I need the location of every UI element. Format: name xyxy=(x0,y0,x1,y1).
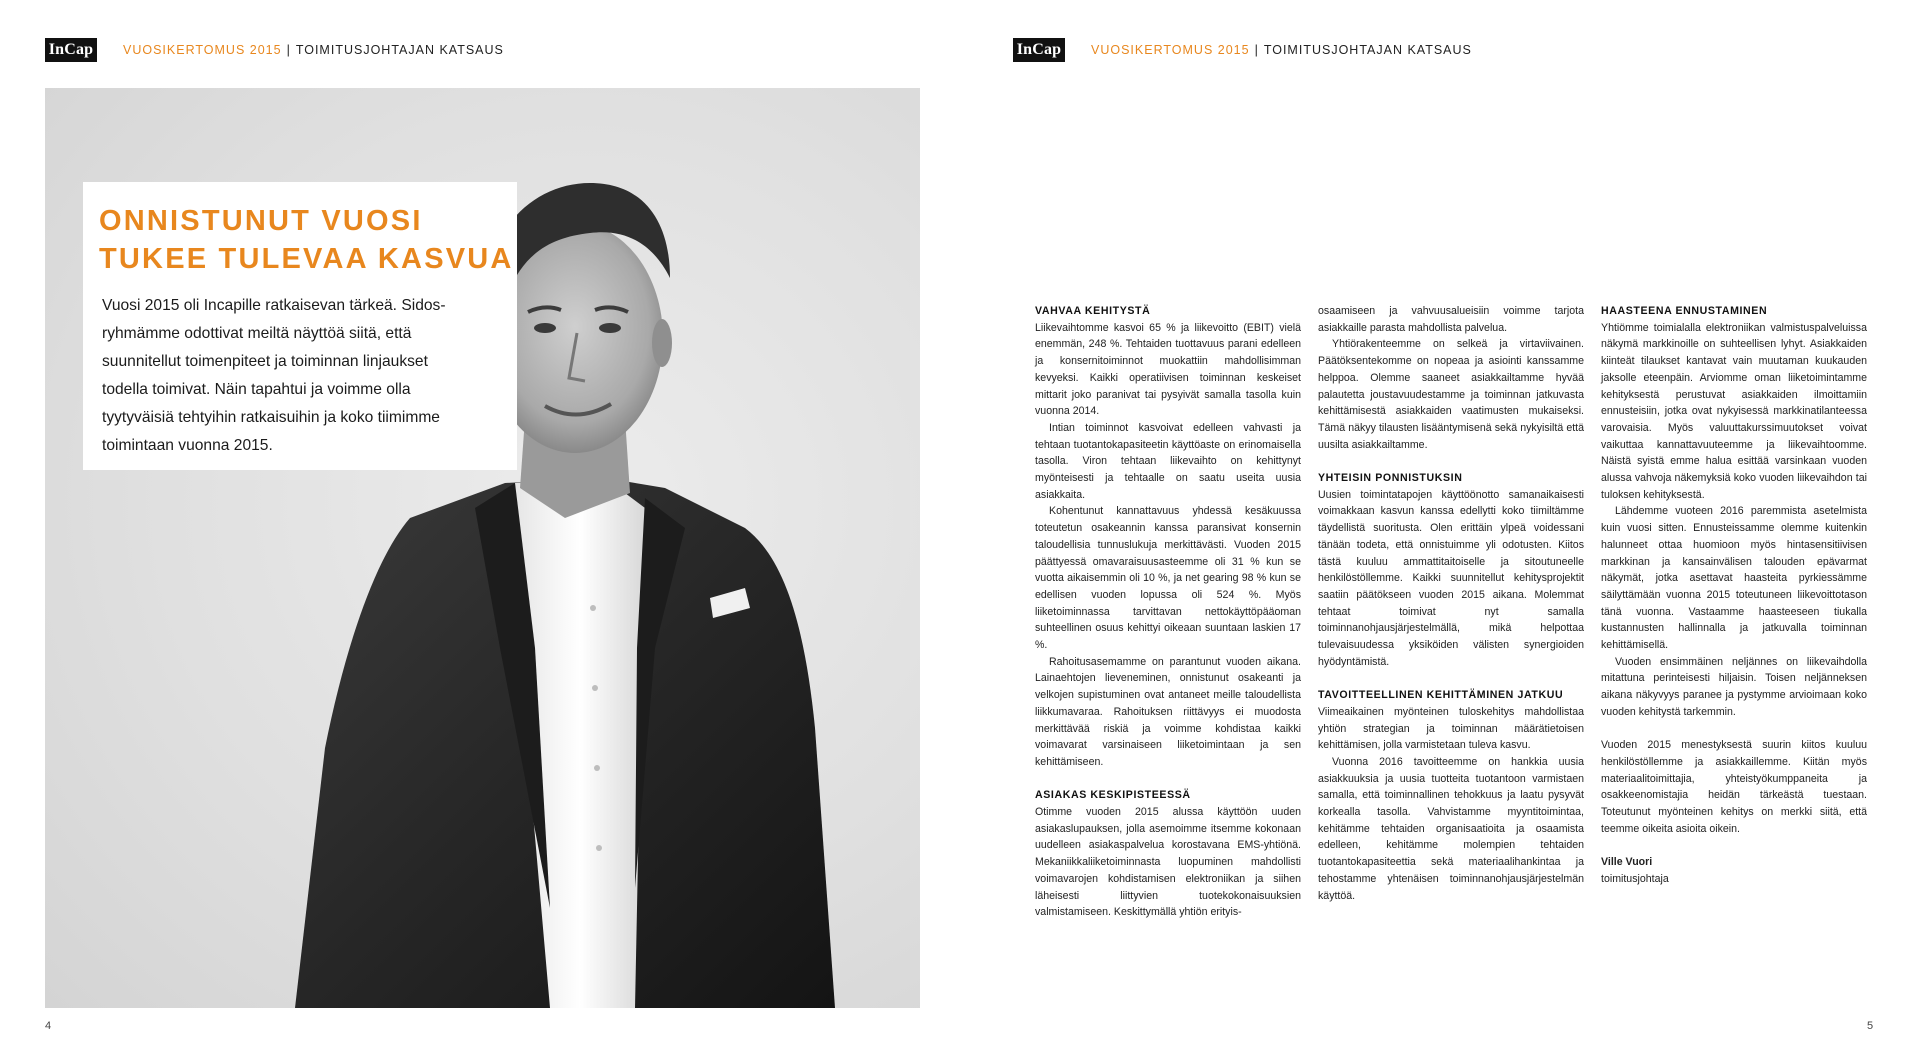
paragraph: Otimme vuoden 2015 alussa käyttöön uuden asiakaslupauksen, jolla asemoimme itsemme kokonaan uudelleen asiakaspalvelua korostavana EMS-yhtiönä. Mekaniikkaliiketoiminnasta luopuminen mahdollisti voimavarojen kohdistamisen elektroniikan ja siihen läheisesti liittyvien tuotekokonaisuuksien valmistamiseen. Keskittymällä yhtiön erityis- xyxy=(1035,806,1301,919)
intro-line: toimintaan vuonna 2015. xyxy=(102,437,273,454)
text-column-3 xyxy=(1601,303,1867,888)
intro-paragraph xyxy=(102,292,502,460)
signature-title: toimitusjohtaja xyxy=(1601,872,1669,885)
header-separator: | xyxy=(1254,43,1259,57)
paragraph: Vuonna 2016 tavoitteemme on hankkia uusia asiakkuuksia ja uusia tuotteita tuotantoon varmistaen samalla, että toiminnallinen tehokkuus ja laatu pysyvät korkealla tasolla. Vahvistamme myyntitoimintaa, kehitämme tehtaiden organisaatioita ja osaamista edelleen, kehitämme molempien tehtaiden tuotantokapasiteettia sekä materiaalihankintaa ja tehostamme yhtenäisen toiminnanohjausjärjestelmän käyttöä. xyxy=(1318,755,1584,902)
header-report-title: VUOSIKERTOMUS 2015 xyxy=(123,43,282,57)
section-heading: YHTEISIN PONNISTUKSIN xyxy=(1318,472,1463,485)
header-text xyxy=(1091,43,1472,57)
headline-line-2: TUKEE TULEVAA KASVUA xyxy=(99,243,514,275)
paragraph: Lähdemme vuoteen 2016 paremmista asetelmista kuin vuosi sitten. Ennusteissamme olemme kuitenkin halunneet ottaa huomioon myös hintasensitiivisen markkinan ja kansainvälisen talouden epävarmat näkymät, jotka asettavat haasteita pyrkiessämme säilyttämään vuonna 2015 toteutuneen liikevoittotason tänä vuonna. Vastaamme haasteeseen tiukalla kustannusten hallinnalla ja jatkuvalla toiminnan kehittämisellä. xyxy=(1601,505,1867,652)
paragraph: Viimeaikainen myönteinen tuloskehitys mahdollistaa yhtiön strategian ja toiminnan määrätietoisen kehittämisen, jolla varmistetaan tuleva kasvu. xyxy=(1318,705,1584,752)
header-section-title: TOIMITUSJOHTAJAN KATSAUS xyxy=(1263,43,1472,57)
intro-line: Vuosi 2015 oli Incapille ratkaisevan tärkeä. Sidos- xyxy=(102,297,446,314)
header-report-title: VUOSIKERTOMUS 2015 xyxy=(1091,43,1250,57)
paragraph: Vuoden ensimmäinen neljännes on liikevaihdolla mitattuna perinteisesti hiljaisin. Toisen neljänneksen aikana näkyvyys paranee ja pystymme arvioimaan koko vuoden kehitystä tarkemmin. xyxy=(1601,655,1867,718)
section-heading: TAVOITTEELLINEN KEHITTÄMINEN JATKUU xyxy=(1318,689,1564,702)
section-heading: ASIAKAS KESKIPISTEESSÄ xyxy=(1035,789,1191,802)
header-separator: | xyxy=(286,43,291,57)
paragraph: Rahoitusasemamme on parantunut vuoden aikana. Lainaehtojen lieveneminen, onnistunut osakeanti ja velkojen supistuminen ovat antaneet meille taloudellista liikkumavaraa. Rahoituksen riittävyys ei muodosta merkittävää riskiä ja voimme kohdistaa kaikki voimavarat varsinaiseen liiketoimintaan ja sen kehittämiseen. xyxy=(1035,655,1301,768)
page-headline xyxy=(99,202,514,278)
headline-box xyxy=(83,182,517,470)
paragraph: Uusien toimintatapojen käyttöönotto samanaikaisesti voimakkaan kasvun kanssa edellytti koko tiimiltämme täydellistä suoritusta. Olen erittäin ylpeä voidessani tänään todeta, että onnistuimme yli odotusten. Kiitos tästä kuuluu ammattitaitoiselle ja sitoutuneelle henkilöstöllemme. Kaikki suunnitellut kehitysprojektit saatiin päätökseen vuoden 2015 aikana. Molemmat tehtaat toimivat nyt samalla toiminnanohjausjärjestelmällä, mikä helpottaa tulevaisuudessa yksiköiden välisten synergioiden hyödyntämistä. xyxy=(1318,488,1584,668)
right-page-header xyxy=(1013,38,1472,62)
signature-name: Ville Vuori xyxy=(1601,856,1653,869)
paragraph: Yhtiörakenteemme on selkeä ja virtaviivainen. Päätöksentekomme on nopeaa ja asiointi kanssamme helppoa. Olemme saaneet asiakkailtamme hyvää palautetta joustavuudestamme ja toiminnan jatkuvasta kehittämisestä asiakkaiden vaatimusten mukaiseksi. Tämä näkyy tilausten lisääntymisenä sekä nykyisiltä että uusilta asiakkailtamme. xyxy=(1318,338,1584,451)
section-heading: VAHVAA KEHITYSTÄ xyxy=(1035,305,1151,317)
paragraph: Vuoden 2015 menestyksestä suurin kiitos kuuluu henkilöstöllemme ja asiakkaillemme. Kiitän myös materiaalitoimittajia, yhteistyökumppaneita ja osakkeenomistajia heidän tärkeästä tuestaan. Toteutunut myönteinen kehitys on merkki siitä, että teemme oikeita asioita oikein. xyxy=(1601,739,1867,835)
left-page-header xyxy=(45,38,504,62)
page-number-left: 4 xyxy=(45,1020,52,1032)
intro-line: suunnitellut toimenpiteet ja toiminnan linjaukset xyxy=(102,353,428,370)
text-column-2 xyxy=(1318,303,1584,904)
header-text xyxy=(123,43,504,57)
header-section-title: TOIMITUSJOHTAJAN KATSAUS xyxy=(295,43,504,57)
intro-line: ryhmämme odottivat meiltä näyttöä siitä, että xyxy=(102,325,412,342)
text-column-1 xyxy=(1035,303,1301,921)
intro-line: todella toimivat. Näin tapahtui ja voimme olla xyxy=(102,381,411,398)
paragraph: Liikevaihtomme kasvoi 65 % ja liikevoitto (EBIT) vielä enemmän, 248 %. Tehtaiden tuottavuus parani edelleen ja konsernitoiminnot muokattiin mahdollisimman kevyeksi. Kaikki operatiivisen toiminnan keskeiset mittarit joko paranivat tai pysyivät samalla tasolla kuin vuonna 2014. xyxy=(1035,321,1301,418)
incap-logo: InCap xyxy=(45,38,97,62)
paragraph: Yhtiömme toimialalla elektroniikan valmistuspalveluissa näkymä markkinoille on suhteellisen lyhyt. Asiakkaiden kiinteät tilaukset kantavat vain muutaman kuukauden jaksolle eteenpäin. Arviomme oman liiketoimintamme kehityksestä perustuvat asiakkaiden ilmoittamiin ennusteisiin, jotka ovat nykyisessä markkinatilanteessa varovaisia. Myös valuuttakurssimuutokset voivat vaikuttaa kannattavuuteemme ja liikevaihtoomme. Näistä syistä emme halua esittää varsinkaan vuoden alussa vahvoja näkemyksiä koko vuoden liikevaihdon tai tuloksen kehityksestä. xyxy=(1601,321,1867,501)
paragraph: osaamiseen ja vahvuusalueisiin voimme tarjota asiakkaille parasta mahdollista palvelua. xyxy=(1318,305,1584,334)
intro-line: tyytyväisiä tehtyihin ratkaisuihin ja koko tiimimme xyxy=(102,409,440,426)
section-heading: HAASTEENA ENNUSTAMINEN xyxy=(1601,305,1768,317)
paragraph: Kohentunut kannattavuus yhdessä kesäkuussa toteutetun osakeannin kanssa paransivat konsernin taloudellisia tunnuslukuja merkittävästi. Vuoden 2015 päättyessä omavaraisuusasteemme oli 31 % kun se vuotta aikaisemmin oli 10 %, ja net gearing 98 % kun se edellisen vuoden lopussa oli 524 %. Myös liiketoiminnassa tarvittavan nettokäyttöpääoman suhteellinen osuus kehittyi oikeaan suuntaan laskien 17 %. xyxy=(1035,505,1301,652)
paragraph: Intian toiminnot kasvoivat edelleen vahvasti ja tehtaan tuotantokapasiteetin käyttöaste on erinomaisella tasolla. Viron tehtaan liikevaihto on kehittynyt myönteisesti ja tehtaalle on saatu useita uusia asiakkaita. xyxy=(1035,421,1301,501)
headline-line-1: ONNISTUNUT VUOSI xyxy=(99,205,423,237)
incap-logo: InCap xyxy=(1013,38,1065,62)
page-number-right: 5 xyxy=(1867,1020,1874,1032)
